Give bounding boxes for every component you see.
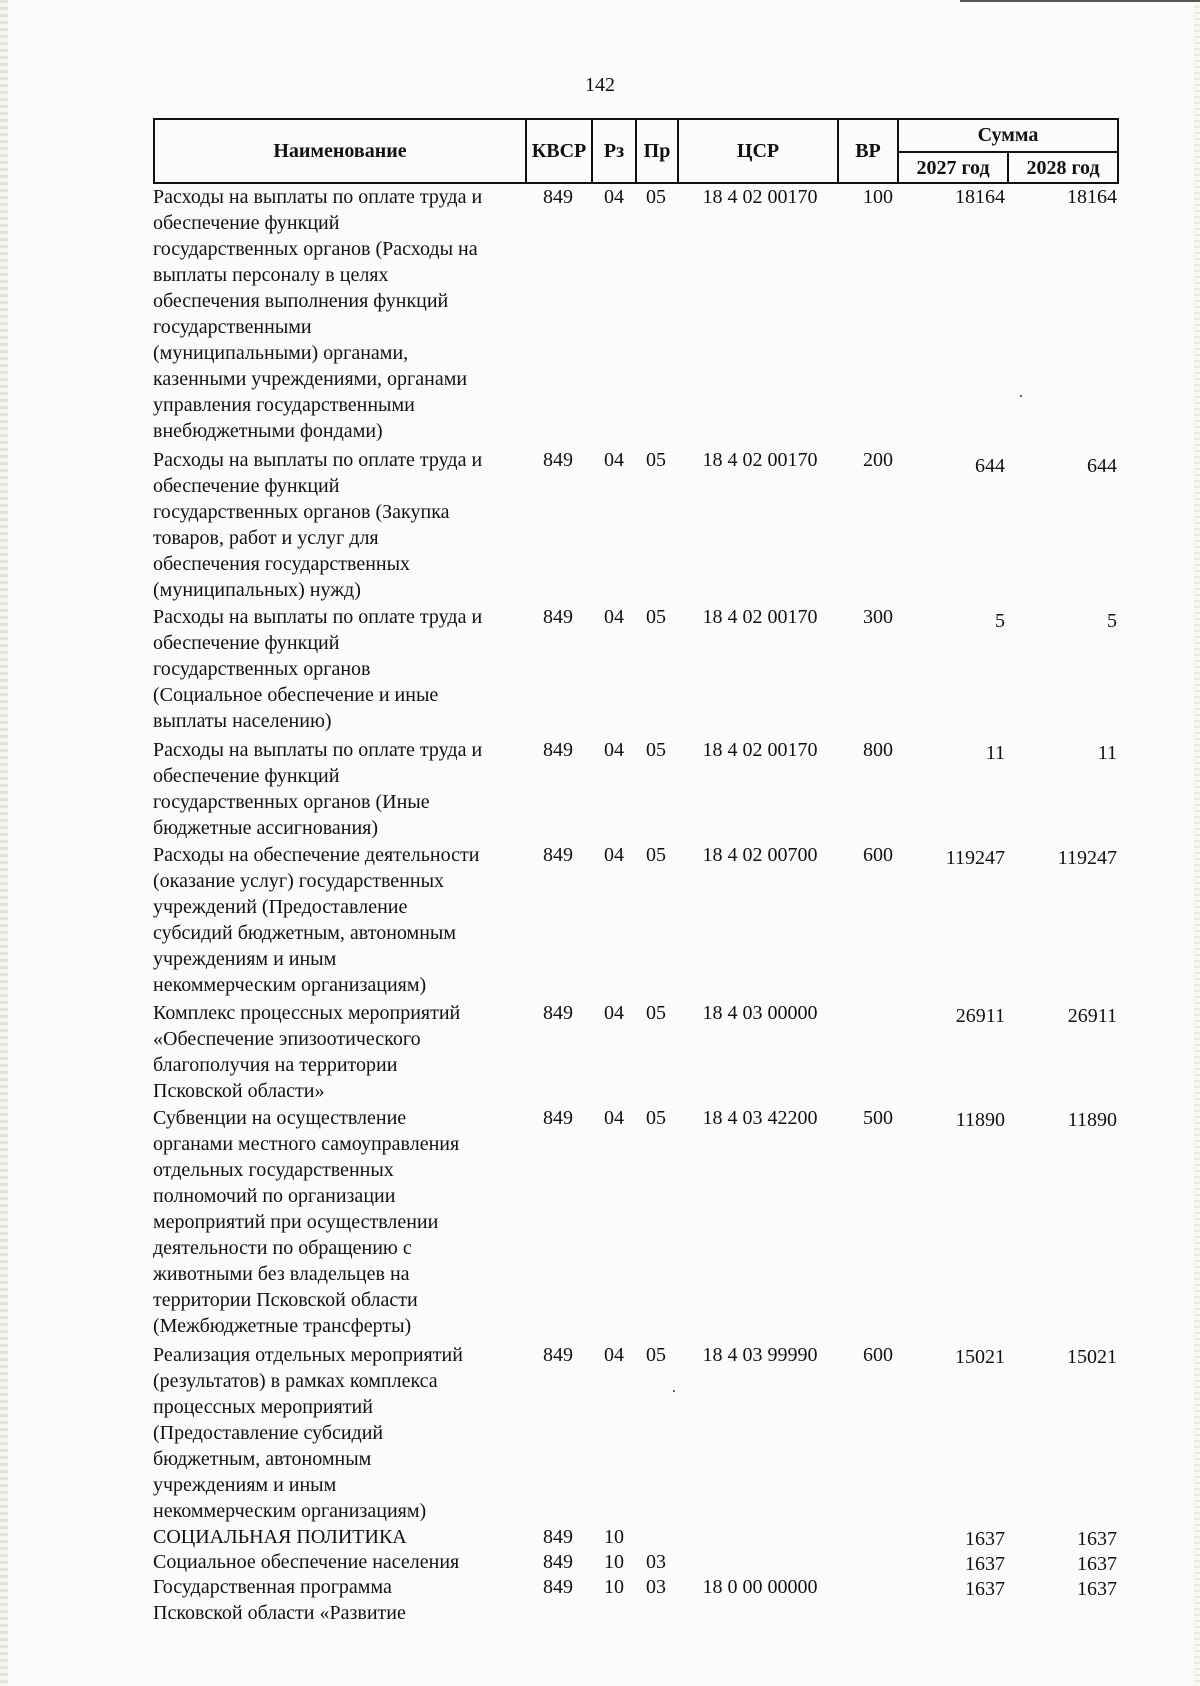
scan-edge-top [960,0,1200,2]
row-kvsr: 849 [543,606,573,628]
row-pr: 05 [646,739,666,761]
row-sum-2028: 1637 [1077,1578,1117,1600]
row-kvsr: 849 [543,1526,573,1548]
row-vr: 600 [863,1344,893,1366]
header-vr: ВР [855,139,881,162]
row-name: Комплекс процессных мероприятий «Обеспечение эпизоотического благополучия на территории Псковской области» [153,1002,461,1102]
scan-speck [673,1390,675,1392]
scan-edge-right [1194,0,1200,1686]
row-csr: 18 4 02 00700 [702,844,818,866]
row-name: Расходы на обеспечение деятельности (оказание услуг) государственных учреждений (Предоставление субсидий бюджетным, автономным учреждениям и иным некоммерческим организациям) [153,844,480,996]
header-pr: Пр [643,139,671,162]
row-pr: 05 [646,1344,666,1366]
row-kvsr: 849 [543,449,573,471]
row-sum-2027: 11890 [955,1109,1005,1131]
row-sum-2027: 119247 [945,847,1005,869]
row-pr: 03 [646,1576,666,1598]
header-csr: ЦСР [736,139,780,162]
row-csr: 18 4 02 00170 [702,449,818,471]
row-csr: 18 4 02 00170 [702,606,818,628]
row-rz: 10 [604,1526,624,1548]
row-vr: 600 [863,844,893,866]
row-name: Субвенции на осуществление органами местного самоуправления отдельных государственных полномочий по организации мероприятий при осуществлении деятельности по обращению с животными без владельцев на территории Псковской области (Межбюджетные трансферты) [153,1107,460,1337]
row-sum-2027: 1637 [965,1578,1005,1600]
row-name: Расходы на выплаты по оплате труда и обеспечение функций государственных органов (Закупка товаров, работ и услуг для обеспечения государственных (муниципальных) нужд) [153,449,483,601]
row-kvsr: 849 [543,1107,573,1129]
row-pr: 05 [646,1002,666,1024]
row-rz: 04 [604,739,624,761]
row-rz: 04 [604,1002,624,1024]
header-year-2028: 2028 год [1026,157,1100,179]
row-vr: 100 [863,186,893,208]
row-csr: 18 4 03 42200 [702,1107,818,1129]
row-sum-2027: 26911 [955,1005,1005,1027]
row-rz: 04 [604,1344,624,1366]
row-rz: 04 [604,844,624,866]
page-number: 142 [585,74,615,96]
row-kvsr: 849 [543,844,573,866]
header-rz: Рз [603,139,625,162]
row-name: Реализация отдельных мероприятий (результатов) в рамках комплекса процессных мероприятий (Предоставление субсидий бюджетным, автономным учреждениям и иным некоммерческим организациям) [153,1344,463,1522]
header-sum: Сумма [977,124,1039,146]
row-sum-2028: 1637 [1077,1553,1117,1575]
row-name: Расходы на выплаты по оплате труда и обеспечение функций государственных органов (Расходы на выплаты персоналу в целях обеспечения выполнения функций государственными (муниципальными) органами, казенными учреждениями, органами управления государственными внебюджетными фондами) [153,186,483,442]
row-sum-2028: 1637 [1077,1528,1117,1550]
header-name: Наименование [273,139,407,162]
row-sum-2027: 1637 [965,1528,1005,1550]
row-sum-2028: 119247 [1057,847,1117,869]
row-kvsr: 849 [543,1551,573,1573]
row-kvsr: 849 [543,1002,573,1024]
row-name: Государственная программа Псковской области «Развитие [153,1576,406,1624]
row-name: Расходы на выплаты по оплате труда и обеспечение функций государственных органов (Иные бюджетные ассигнования) [153,739,483,839]
row-kvsr: 849 [543,1576,573,1598]
row-sum-2028: 18164 [1067,186,1117,208]
header-kvsr: КВСР [531,139,587,162]
row-csr: 18 4 02 00170 [702,186,818,208]
row-pr: 05 [646,1107,666,1129]
row-csr: 18 4 02 00170 [702,739,818,761]
row-csr: 18 4 03 00000 [702,1002,818,1024]
scan-edge-left [0,0,8,1686]
row-sum-2028: 26911 [1067,1005,1117,1027]
row-sum-2027: 1637 [965,1553,1005,1575]
row-kvsr: 849 [543,1344,573,1366]
row-pr: 05 [646,449,666,471]
row-sum-2027: 644 [975,455,1005,477]
row-vr: 800 [863,739,893,761]
row-rz: 10 [604,1576,624,1598]
row-vr: 200 [863,449,893,471]
row-sum-2028: 15021 [1067,1346,1117,1368]
row-vr: 500 [863,1107,893,1129]
row-csr: 18 0 00 00000 [702,1576,818,1598]
row-pr: 05 [646,844,666,866]
row-vr: 300 [863,606,893,628]
row-name: Расходы на выплаты по оплате труда и обеспечение функций государственных органов (Социальное обеспечение и иные выплаты населению) [153,606,483,732]
row-rz: 04 [604,186,624,208]
row-sum-2028: 5 [1107,610,1117,632]
row-sum-2028: 11890 [1067,1109,1117,1131]
row-pr: 05 [646,606,666,628]
row-sum-2027: 5 [995,610,1005,632]
scan-speck [1020,395,1022,397]
row-rz: 04 [604,606,624,628]
row-sum-2027: 18164 [955,186,1005,208]
row-rz: 10 [604,1551,624,1573]
row-kvsr: 849 [543,186,573,208]
row-pr: 03 [646,1551,666,1573]
row-rz: 04 [604,1107,624,1129]
row-name: СОЦИАЛЬНАЯ ПОЛИТИКА [153,1526,407,1548]
row-rz: 04 [604,449,624,471]
row-sum-2028: 644 [1087,455,1117,477]
header-year-2027: 2027 год [916,157,990,179]
row-sum-2027: 15021 [955,1346,1005,1368]
row-sum-2028: 11 [1097,742,1117,764]
row-csr: 18 4 03 99990 [702,1344,818,1366]
row-pr: 05 [646,186,666,208]
row-sum-2027: 11 [985,742,1005,764]
row-kvsr: 849 [543,739,573,761]
row-name: Социальное обеспечение населения [153,1551,460,1573]
table-header [153,118,1119,184]
